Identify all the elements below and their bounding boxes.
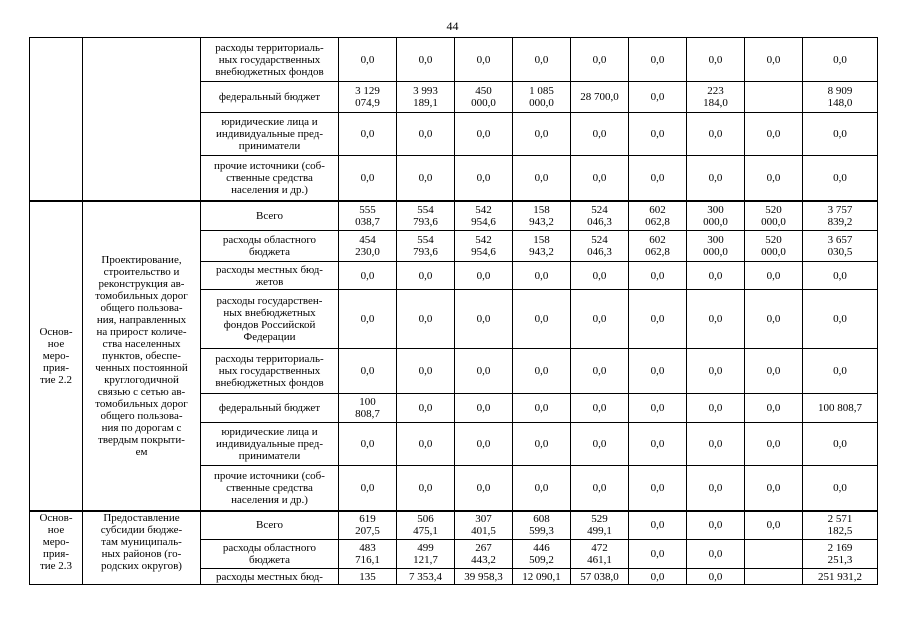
funding-source-cell: Всего — [201, 201, 339, 231]
value-cell: 454 230,0 — [339, 231, 397, 262]
value-cell: 0,0 — [339, 290, 397, 349]
value-cell: 0,0 — [397, 262, 455, 290]
value-cell: 0,0 — [571, 423, 629, 466]
value-cell: 0,0 — [339, 156, 397, 201]
value-cell: 0,0 — [397, 38, 455, 82]
measure-description-cell: Проектирование, строительство и реконструкция ав- томобильных дорог общего пользова- ния, направленных на прирост количе- ства населенных пунктов, обеспе- ченных постоянной круглогодичной связью с сетью ав- томобильных дорог общего пользова- ния по дорогам с твердым покрыти- ем — [83, 201, 201, 511]
value-cell: 0,0 — [513, 466, 571, 511]
value-cell: 0,0 — [745, 394, 803, 423]
value-cell: 602 062,8 — [629, 231, 687, 262]
value-cell: 307 401,5 — [455, 511, 513, 540]
funding-source-cell: федеральный бюджет — [201, 394, 339, 423]
value-cell: 0,0 — [513, 349, 571, 394]
value-cell: 608 599,3 — [513, 511, 571, 540]
value-cell: 529 499,1 — [571, 511, 629, 540]
value-cell: 0,0 — [455, 349, 513, 394]
value-cell: 0,0 — [397, 466, 455, 511]
value-cell: 0,0 — [455, 466, 513, 511]
value-cell: 619 207,5 — [339, 511, 397, 540]
value-cell: 0,0 — [687, 394, 745, 423]
measure-code-cell: Основ- ное меро- прия- тие 2.3 — [30, 511, 83, 585]
value-cell: 0,0 — [745, 349, 803, 394]
value-cell: 57 038,0 — [571, 569, 629, 585]
funding-source-cell: юридические лица и индивидуальные пред- приниматели — [201, 423, 339, 466]
funding-source-cell: расходы местных бюд- жетов — [201, 262, 339, 290]
value-cell: 520 000,0 — [745, 231, 803, 262]
value-cell: 602 062,8 — [629, 201, 687, 231]
value-cell: 0,0 — [687, 569, 745, 585]
value-cell: 0,0 — [629, 423, 687, 466]
value-cell: 446 509,2 — [513, 540, 571, 569]
value-cell: 0,0 — [571, 290, 629, 349]
value-cell: 0,0 — [629, 394, 687, 423]
value-cell: 499 121,7 — [397, 540, 455, 569]
value-cell: 0,0 — [803, 113, 878, 156]
funding-source-cell: расходы государствен- ных внебюджетных фондов Российской Федерации — [201, 290, 339, 349]
measure-description-cell: Предоставление субсидии бюдже- там муниципаль- ных районов (го- родских округов) — [83, 511, 201, 585]
value-cell: 0,0 — [339, 466, 397, 511]
value-cell: 0,0 — [745, 38, 803, 82]
value-cell: 12 090,1 — [513, 569, 571, 585]
value-cell: 0,0 — [687, 511, 745, 540]
value-cell: 0,0 — [803, 156, 878, 201]
value-cell: 0,0 — [339, 113, 397, 156]
value-cell: 135 — [339, 569, 397, 585]
value-cell: 542 954,6 — [455, 201, 513, 231]
value-cell: 0,0 — [455, 262, 513, 290]
value-cell: 555 038,7 — [339, 201, 397, 231]
value-cell: 524 046,3 — [571, 231, 629, 262]
value-cell: 0,0 — [687, 290, 745, 349]
value-cell: 0,0 — [397, 349, 455, 394]
value-cell: 0,0 — [571, 113, 629, 156]
value-cell: 0,0 — [687, 38, 745, 82]
value-cell: 300 000,0 — [687, 201, 745, 231]
value-cell: 0,0 — [629, 113, 687, 156]
page-number: 44 — [446, 19, 459, 33]
value-cell: 0,0 — [455, 156, 513, 201]
value-cell: 0,0 — [629, 38, 687, 82]
value-cell: 0,0 — [397, 290, 455, 349]
value-cell: 450 000,0 — [455, 82, 513, 113]
funding-source-cell: расходы территориаль- ных государственных внебюджетных фондов — [201, 349, 339, 394]
value-cell: 0,0 — [687, 540, 745, 569]
value-cell: 0,0 — [455, 38, 513, 82]
funding-source-cell: расходы территориаль- ных государственных внебюджетных фондов — [201, 38, 339, 82]
value-cell: 524 046,3 — [571, 201, 629, 231]
value-cell: 0,0 — [745, 511, 803, 540]
value-cell: 100 808,7 — [803, 394, 878, 423]
value-cell: 3 657 030,5 — [803, 231, 878, 262]
budget-table — [29, 37, 878, 585]
value-cell: 0,0 — [803, 262, 878, 290]
value-cell: 0,0 — [629, 156, 687, 201]
value-cell: 0,0 — [571, 38, 629, 82]
value-cell: 3 757 839,2 — [803, 201, 878, 231]
value-cell: 0,0 — [745, 113, 803, 156]
value-cell: 7 353,4 — [397, 569, 455, 585]
value-cell: 0,0 — [803, 349, 878, 394]
funding-source-cell: Всего — [201, 511, 339, 540]
value-cell: 520 000,0 — [745, 201, 803, 231]
value-cell: 0,0 — [745, 156, 803, 201]
value-cell: 0,0 — [513, 38, 571, 82]
value-cell: 0,0 — [629, 466, 687, 511]
measure-code-cell — [30, 38, 83, 201]
value-cell: 223 184,0 — [687, 82, 745, 113]
value-cell: 0,0 — [687, 156, 745, 201]
value-cell: 0,0 — [629, 82, 687, 113]
value-cell: 0,0 — [629, 569, 687, 585]
value-cell: 0,0 — [397, 394, 455, 423]
value-cell: 8 909 148,0 — [803, 82, 878, 113]
value-cell: 0,0 — [687, 113, 745, 156]
value-cell: 3 129 074,9 — [339, 82, 397, 113]
value-cell: 2 571 182,5 — [803, 511, 878, 540]
value-cell: 0,0 — [687, 466, 745, 511]
value-cell: 0,0 — [397, 113, 455, 156]
value-cell: 0,0 — [571, 394, 629, 423]
table-row — [30, 511, 878, 540]
value-cell: 300 000,0 — [687, 231, 745, 262]
value-cell: 554 793,6 — [397, 201, 455, 231]
value-cell: 158 943,2 — [513, 201, 571, 231]
table-row — [30, 38, 878, 82]
value-cell: 0,0 — [397, 423, 455, 466]
value-cell: 158 943,2 — [513, 231, 571, 262]
value-cell — [745, 82, 803, 113]
value-cell: 0,0 — [687, 349, 745, 394]
value-cell: 3 993 189,1 — [397, 82, 455, 113]
measure-code-cell: Основ- ное меро- прия- тие 2.2 — [30, 201, 83, 511]
value-cell: 267 443,2 — [455, 540, 513, 569]
value-cell: 0,0 — [803, 423, 878, 466]
value-cell: 0,0 — [571, 156, 629, 201]
value-cell: 554 793,6 — [397, 231, 455, 262]
value-cell: 0,0 — [397, 156, 455, 201]
value-cell: 0,0 — [513, 394, 571, 423]
funding-source-cell: расходы областного бюджета — [201, 540, 339, 569]
value-cell: 2 169 251,3 — [803, 540, 878, 569]
table-row — [30, 201, 878, 231]
value-cell: 483 716,1 — [339, 540, 397, 569]
value-cell: 0,0 — [803, 38, 878, 82]
value-cell: 0,0 — [745, 290, 803, 349]
value-cell: 0,0 — [571, 262, 629, 290]
value-cell: 28 700,0 — [571, 82, 629, 113]
value-cell: 542 954,6 — [455, 231, 513, 262]
value-cell: 0,0 — [629, 262, 687, 290]
value-cell: 506 475,1 — [397, 511, 455, 540]
value-cell — [745, 569, 803, 585]
value-cell: 0,0 — [513, 423, 571, 466]
value-cell: 0,0 — [629, 511, 687, 540]
value-cell: 0,0 — [629, 540, 687, 569]
value-cell: 0,0 — [745, 423, 803, 466]
value-cell: 100 808,7 — [339, 394, 397, 423]
value-cell: 0,0 — [803, 290, 878, 349]
value-cell: 0,0 — [339, 38, 397, 82]
value-cell: 0,0 — [745, 466, 803, 511]
value-cell: 0,0 — [571, 349, 629, 394]
value-cell: 0,0 — [803, 466, 878, 511]
value-cell — [745, 540, 803, 569]
funding-source-cell: прочие источники (соб- ственные средства населения и др.) — [201, 466, 339, 511]
value-cell: 251 931,2 — [803, 569, 878, 585]
funding-source-cell: федеральный бюджет — [201, 82, 339, 113]
funding-source-cell: прочие источники (соб- ственные средства населения и др.) — [201, 156, 339, 201]
value-cell: 0,0 — [339, 262, 397, 290]
value-cell: 0,0 — [571, 466, 629, 511]
value-cell: 0,0 — [339, 349, 397, 394]
value-cell: 0,0 — [629, 349, 687, 394]
value-cell: 0,0 — [629, 290, 687, 349]
value-cell: 0,0 — [745, 262, 803, 290]
value-cell: 472 461,1 — [571, 540, 629, 569]
value-cell: 0,0 — [513, 290, 571, 349]
funding-source-cell: расходы областного бюджета — [201, 231, 339, 262]
value-cell: 0,0 — [513, 113, 571, 156]
value-cell: 0,0 — [455, 423, 513, 466]
value-cell: 0,0 — [687, 423, 745, 466]
value-cell: 0,0 — [339, 423, 397, 466]
funding-source-cell: юридические лица и индивидуальные пред- приниматели — [201, 113, 339, 156]
value-cell: 0,0 — [455, 394, 513, 423]
funding-source-cell: расходы местных бюд- — [201, 569, 339, 585]
value-cell: 39 958,3 — [455, 569, 513, 585]
value-cell: 0,0 — [687, 262, 745, 290]
value-cell: 0,0 — [455, 290, 513, 349]
value-cell: 1 085 000,0 — [513, 82, 571, 113]
measure-description-cell — [83, 38, 201, 201]
value-cell: 0,0 — [513, 156, 571, 201]
value-cell: 0,0 — [455, 113, 513, 156]
value-cell: 0,0 — [513, 262, 571, 290]
